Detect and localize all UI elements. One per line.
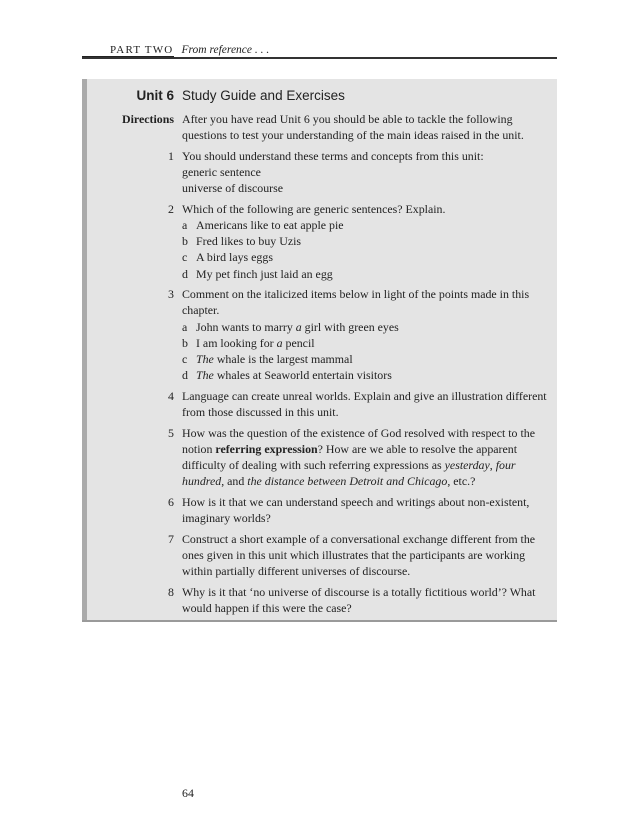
italic-item: a [276,335,283,350]
question-number: 6 [168,494,174,509]
question-text: would happen if this were the case? [182,600,352,615]
question-text [182,457,552,473]
italic-term: four [495,458,516,473]
question-number: 1 [168,148,174,163]
question-text: ones given in this unit which illustrates that the participants are working [182,547,526,562]
sub-item-letter: c [182,250,188,265]
sub-item-letter: d [182,266,188,281]
term: generic sentence [182,165,261,179]
italic-term: the distance between Detroit and Chicago [247,474,448,489]
question-text: Construct a short example of a conversational exchange different from the [182,531,536,546]
sub-item-letter: c [182,352,188,367]
text-run: , and [221,474,248,489]
sub-item-text: whales at Seaworld entertain visitors [213,368,392,383]
question-text: How is it that we can understand speech and writings about non-existent, [182,494,530,509]
sub-item [182,217,552,233]
term: universe of discourse [182,181,284,196]
question-2 [0,201,638,282]
question-text: Comment on the italicized items below in light of the points made in this [182,287,530,302]
question-3 [0,286,638,383]
italic-term: hundred [182,474,222,489]
sub-item-text: Americans like to eat apple pie [196,218,344,232]
sub-item-text: whale is the largest mammal [213,352,353,367]
question-5 [0,425,638,490]
sub-item-letter: d [182,368,188,383]
unit-title: Study Guide and Exercises [182,88,345,103]
question-8 [0,584,638,616]
question-number: 3 [168,287,174,302]
sub-item [182,233,552,249]
italic-item: The [196,368,214,383]
text-run: ? How are we able to resolve the apparent [317,441,518,456]
italic-item: a [295,319,302,334]
question-text [182,473,552,489]
question-number: 8 [168,584,174,599]
italic-term: yesterday [444,458,490,473]
question-text: You should understand these terms and concepts from this unit: [182,148,484,163]
question-6 [0,494,638,526]
directions-line: questions to test your understanding of the main ideas raised in the unit. [182,128,524,143]
section-reference: From reference . . . [181,44,270,56]
question-number: 2 [168,201,174,216]
sub-item [182,351,552,367]
directions [0,111,638,143]
question-number: 4 [168,388,174,403]
header-rule [82,57,557,59]
question-text [182,441,552,457]
sub-item [182,319,552,335]
directions-label: Directions [122,112,174,126]
sub-item-text: girl with green eyes [301,319,399,334]
directions-line: After you have read Unit 6 you should be able to tackle the following [182,112,513,126]
running-head [110,43,557,57]
bold-term: referring expression [215,441,318,456]
sub-item-letter: b [182,335,188,350]
sub-item [182,249,552,265]
sub-item-letter: a [182,319,188,334]
question-4 [0,388,638,420]
question-7 [0,531,638,580]
question-text: chapter. [182,303,220,318]
sub-item-letter: b [182,234,188,249]
unit-label: Unit 6 [136,88,174,103]
sub-item [182,367,552,383]
study-guide-content [0,111,638,616]
page-number: 64 [182,786,194,800]
sub-item-text: John wants to marry [196,319,296,334]
question-text: Why is it that ‘no universe of discourse is a totally fictitious world’? What [182,584,536,599]
text-run: , [489,458,496,473]
question-text: imaginary worlds? [182,511,271,526]
question-text: Language can create unreal worlds. Explain and give an illustration different [182,388,547,403]
text-run: difficulty of dealing with such referring expressions as [182,458,445,473]
sub-item-text: pencil [282,335,315,350]
question-text: from those discussed in this unit. [182,405,339,420]
sub-item-text: A bird lays eggs [196,250,273,265]
question-text: How was the question of the existence of God resolved with respect to the [182,425,535,440]
sub-item-letter: a [182,218,188,232]
part-label: PART TWO [110,44,174,56]
sub-item [182,266,552,282]
sub-item-text: Fred likes to buy Uzis [196,234,302,249]
question-1 [0,148,638,197]
unit-heading [0,87,638,107]
text-run: notion [182,441,216,456]
question-number: 7 [168,531,174,546]
italic-item: The [196,352,214,367]
question-text: within partially different universes of discourse. [182,564,411,579]
question-number: 5 [168,425,174,440]
text-run: , etc.? [447,474,476,489]
question-text: Which of the following are generic sentences? Explain. [182,201,446,216]
sub-item [182,335,552,351]
box-bottom-rule [82,620,557,622]
sub-item-text: My pet finch just laid an egg [196,266,333,281]
sub-item-text: I am looking for [196,335,277,350]
